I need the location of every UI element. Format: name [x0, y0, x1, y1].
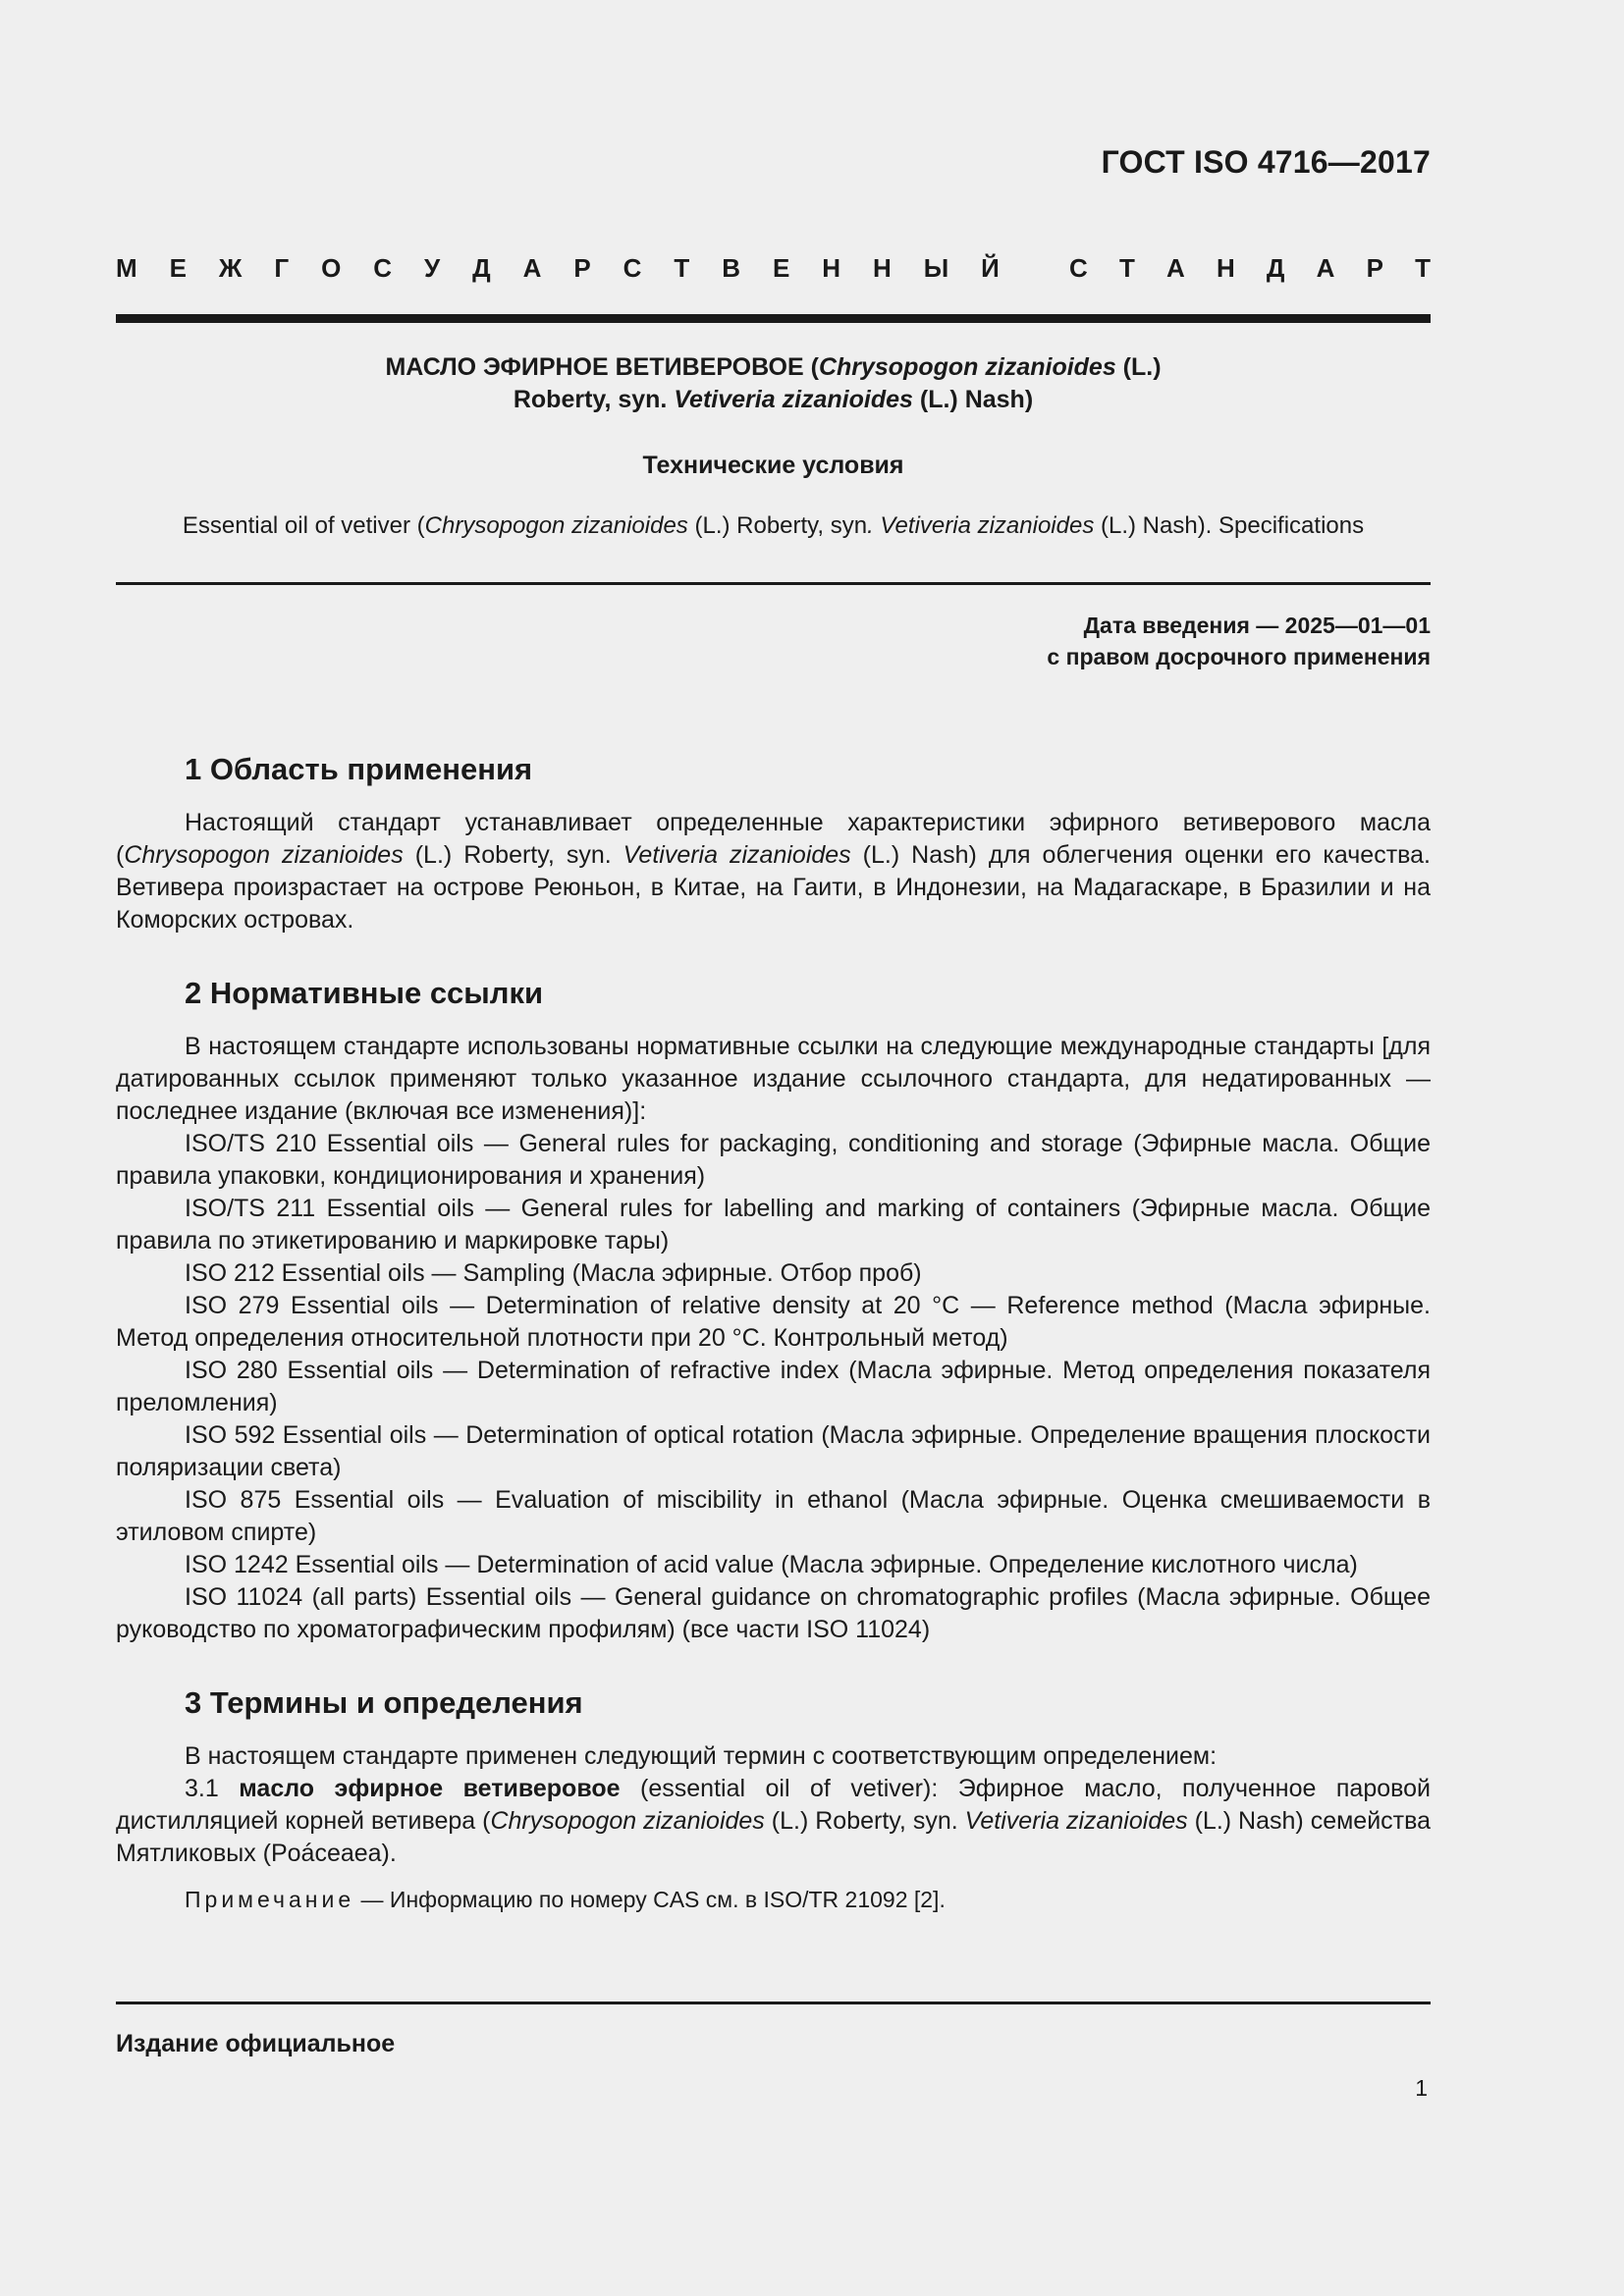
terms-intro: В настоящем стандарте применен следующий термин с соответствующим определением:	[185, 1742, 1218, 1770]
document-body	[116, 746, 1431, 1916]
document-subtitle: Технические условия	[642, 452, 904, 479]
reference-item: ISO 592 Essential oils — Determination of optical rotation (Масла эфирные. Определение вращения плоскости поляризации света)	[116, 1421, 1431, 1481]
reference-item: ISO 280 Essential oils — Determination of refractive index (Масла эфирные. Метод определения показателя преломления)	[116, 1357, 1431, 1416]
reference-item: ISO 875 Essential oils — Evaluation of miscibility in ethanol (Масла эфирные. Оценка смешиваемости в этиловом спирте)	[116, 1486, 1431, 1546]
header-rule	[116, 314, 1431, 323]
section-heading: 2 Нормативные ссылки	[185, 976, 544, 1010]
banner-word-standard: С Т А Н Д А Р Т	[1069, 253, 1431, 283]
references-intro: В настоящем стандарте использованы нормативные ссылки на следующие международные стандарты [для датированных ссылок применяют только указанное издание ссылочного стандарта, для недатированных — последнее издание (включая все изменения)]:	[116, 1033, 1431, 1125]
document-code: ГОСТ ISO 4716—2017	[1101, 144, 1431, 180]
reference-item: ISO/TS 211 Essential oils — General rules for labelling and marking of containers (Эфирные масла. Общие правила по этикетированию и маркировке тары)	[116, 1195, 1431, 1255]
reference-item: ISO/TS 210 Essential oils — General rules for packaging, conditioning and storage (Эфирные масла. Общие правила упаковки, кондиционирования и хранения)	[116, 1130, 1431, 1190]
title-rule	[116, 582, 1431, 585]
section-heading: 3 Термины и определения	[185, 1685, 583, 1720]
term-definition: 3.1 масло эфирное ветиверовое (essential oil of vetiver): Эфирное масло, полученное паровой дистилляцией корней ветивера (Chrysopogon zizanioides (L.) Roberty, syn. Vetiveria zizanioides (L.) Nash) семейства Мятликовых (Poáceaea).	[116, 1775, 1432, 1867]
english-title: Essential oil of vetiver (Chrysopogon zizanioides (L.) Roberty, syn. Vetiveria zizanioides (L.) Nash). Specifications	[182, 512, 1365, 539]
official-edition-label: Издание официальное	[116, 2030, 396, 2057]
section-heading: 1 Область применения	[185, 752, 533, 786]
standard-type-banner	[116, 253, 1431, 284]
reference-item: ISO 279 Essential oils — Determination of relative density at 20 °C — Reference method (Масла эфирные. Метод определения относительной плотности при 20 °C. Контрольный метод)	[116, 1292, 1431, 1352]
reference-item: ISO 11024 (all parts) Essential oils — General guidance on chromatographic profiles (Масла эфирные. Общее руководство по хроматографическим профилям) (все части ISO 11024)	[116, 1583, 1431, 1643]
document-title: МАСЛО ЭФИРНОЕ ВЕТИВЕРОВОЕ (Chrysopogon zizanioides (L.) Roberty, syn. Vetiveria zizanioides (L.) Nash)	[385, 353, 1162, 413]
scope-paragraph: Настоящий стандарт устанавливает определенные характеристики эфирного ветиверового масла (Chrysopogon zizanioides (L.) Roberty, syn. Vetiveria zizanioides (L.) Nash) для облегчения оценки его качества. Ветивера произрастает на острове Реюньон, в Китае, на Гаити, в Индонезии, на Мадагаскаре, в Бразилии и на Коморских островах.	[116, 809, 1431, 934]
reference-item: ISO 1242 Essential oils — Determination of acid value (Масла эфирные. Определение кислотного числа)	[185, 1551, 1358, 1578]
banner-word-interstate: М Е Ж Г О С У Д А Р С Т В Е Н Н Ы Й	[116, 253, 1000, 283]
reference-item: ISO 212 Essential oils — Sampling (Масла эфирные. Отбор проб)	[185, 1259, 922, 1287]
introduction-date: Дата введения — 2025—01—01 с правом досрочного применения	[1047, 613, 1431, 669]
note: Примечание — Информацию по номеру CAS см. в ISO/TR 21092 [2].	[185, 1887, 946, 1912]
page-number: 1	[1415, 2075, 1428, 2101]
footer-rule	[116, 2002, 1431, 2004]
